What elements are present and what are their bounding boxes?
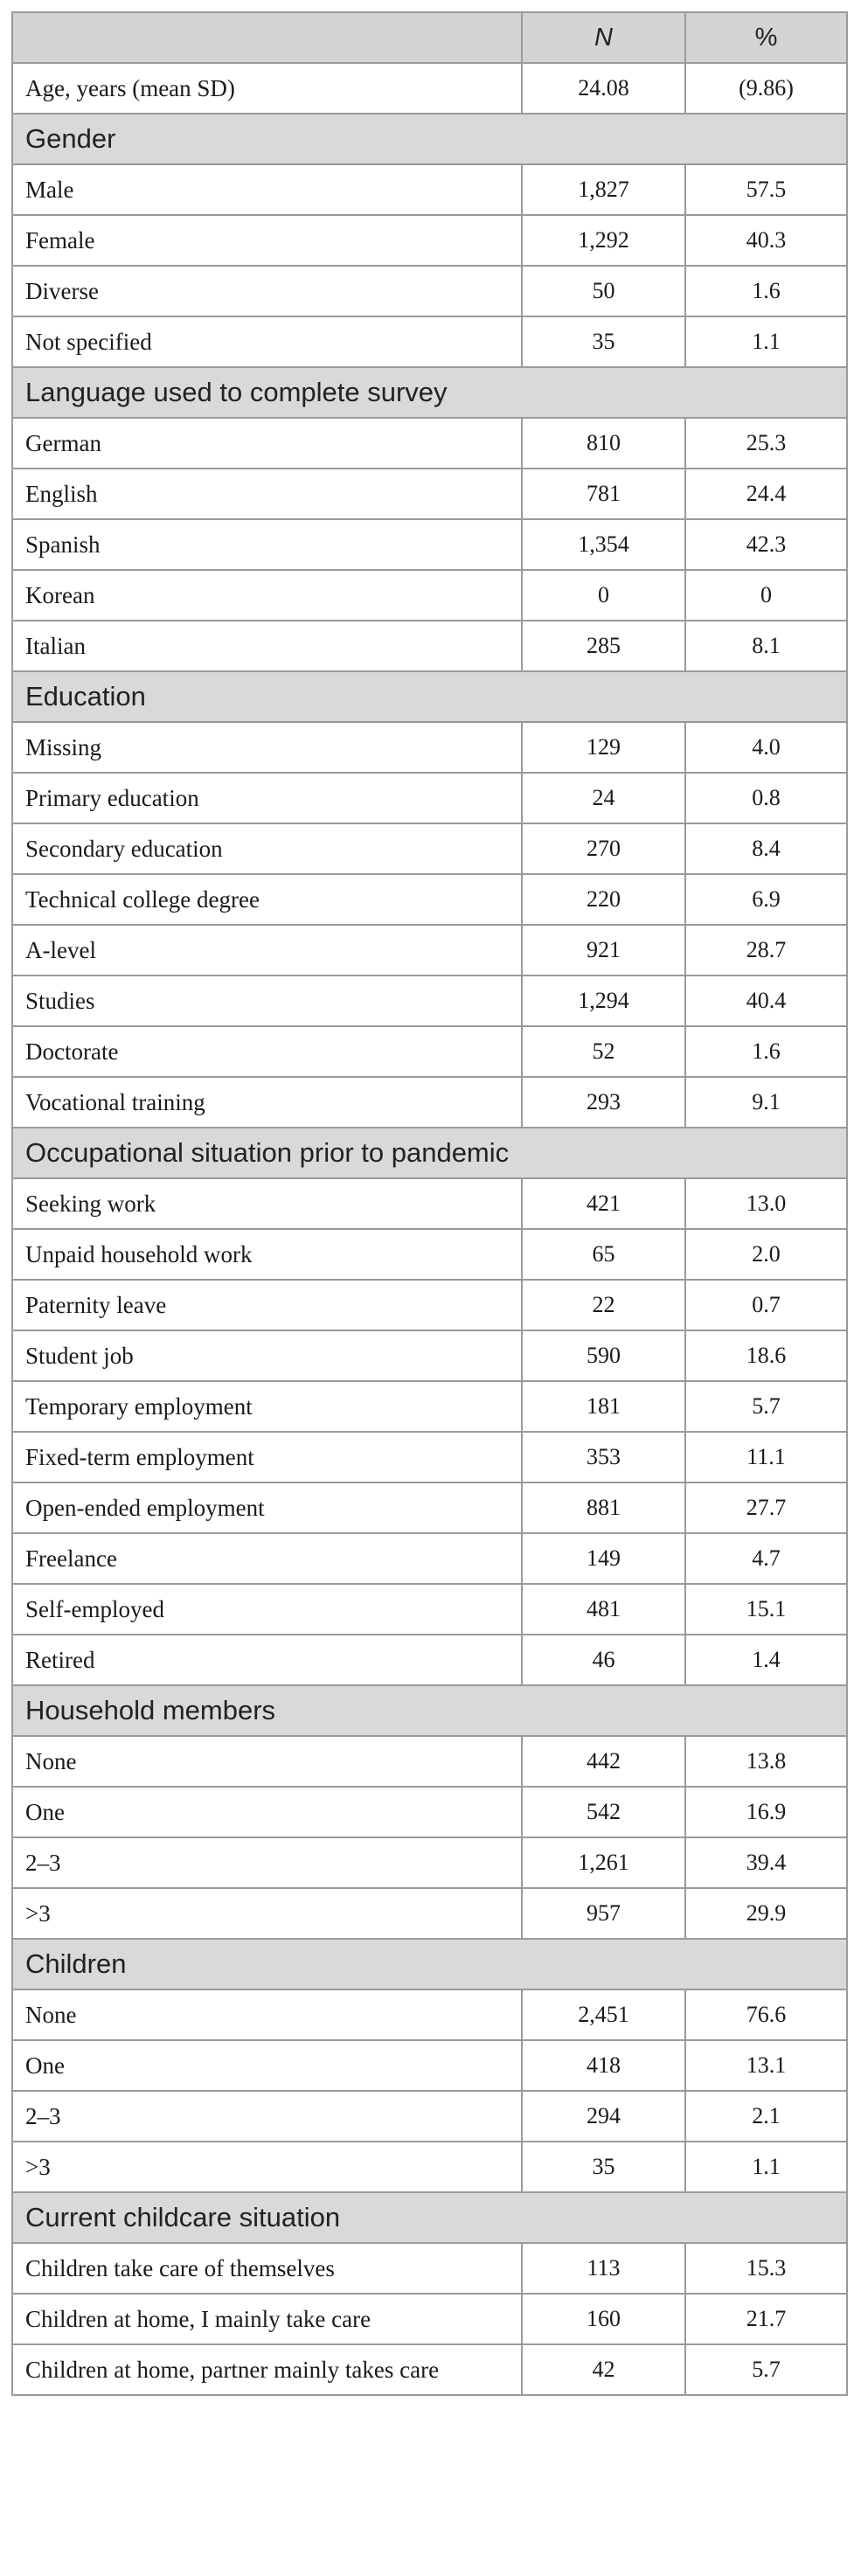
row-label: Paternity leave	[12, 1280, 522, 1330]
table-row	[12, 570, 847, 621]
row-n: 442	[522, 1736, 685, 1787]
table-row	[12, 1280, 847, 1330]
row-label: Vocational training	[12, 1077, 522, 1128]
row-percent: 6.9	[685, 874, 847, 925]
row-label: Studies	[12, 976, 522, 1026]
row-percent: 39.4	[685, 1837, 847, 1888]
row-percent: 13.1	[685, 2040, 847, 2091]
row-n: 181	[522, 1381, 685, 1432]
row-n: 42	[522, 2344, 685, 2395]
row-n: 52	[522, 1026, 685, 1077]
table-row	[12, 1229, 847, 1280]
row-n: 160	[522, 2294, 685, 2344]
row-n: 22	[522, 1280, 685, 1330]
row-label: None	[12, 1736, 522, 1787]
row-n: 2,451	[522, 1989, 685, 2040]
table-row-age	[12, 63, 847, 114]
row-percent: 18.6	[685, 1330, 847, 1381]
row-n: 270	[522, 823, 685, 874]
row-label: Retired	[12, 1635, 522, 1685]
row-percent: 21.7	[685, 2294, 847, 2344]
section-title: Children	[12, 1939, 847, 1989]
table-row	[12, 1533, 847, 1584]
row-percent: 28.7	[685, 925, 847, 976]
table-row	[12, 773, 847, 823]
row-label: Children take care of themselves	[12, 2243, 522, 2294]
table-row	[12, 1787, 847, 1837]
table-row	[12, 519, 847, 570]
row-n: 50	[522, 266, 685, 316]
row-percent: 40.4	[685, 976, 847, 1026]
row-percent: 8.1	[685, 621, 847, 671]
section-header-row	[12, 114, 847, 164]
row-n: 810	[522, 418, 685, 469]
row-percent: 0.8	[685, 773, 847, 823]
table-row	[12, 1381, 847, 1432]
row-percent: 29.9	[685, 1888, 847, 1939]
row-percent: 57.5	[685, 164, 847, 215]
row-n: 781	[522, 469, 685, 519]
row-percent: 16.9	[685, 1787, 847, 1837]
row-percent: 40.3	[685, 215, 847, 266]
row-n: 46	[522, 1635, 685, 1685]
section-title: Gender	[12, 114, 847, 164]
row-n: 35	[522, 2142, 685, 2192]
row-label: Children at home, I mainly take care	[12, 2294, 522, 2344]
row-n: 294	[522, 2091, 685, 2142]
row-label: Female	[12, 215, 522, 266]
table-row	[12, 1888, 847, 1939]
section-header-row	[12, 671, 847, 722]
row-label: Open-ended employment	[12, 1482, 522, 1533]
row-percent: (9.86)	[685, 63, 847, 114]
table-row	[12, 1736, 847, 1787]
row-label: Male	[12, 164, 522, 215]
row-n: 24.08	[522, 63, 685, 114]
row-percent: 1.4	[685, 1635, 847, 1685]
table-row	[12, 874, 847, 925]
table-row	[12, 469, 847, 519]
row-percent: 1.1	[685, 2142, 847, 2192]
row-n: 24	[522, 773, 685, 823]
row-percent: 15.3	[685, 2243, 847, 2294]
row-n: 590	[522, 1330, 685, 1381]
row-percent: 15.1	[685, 1584, 847, 1635]
row-label: Secondary education	[12, 823, 522, 874]
table-row	[12, 976, 847, 1026]
row-label: 2–3	[12, 2091, 522, 2142]
row-n: 35	[522, 316, 685, 367]
row-percent: 13.8	[685, 1736, 847, 1787]
table-row	[12, 2344, 847, 2395]
table-row	[12, 1635, 847, 1685]
header-row	[12, 12, 847, 63]
row-n: 1,354	[522, 519, 685, 570]
table-body	[12, 12, 847, 2395]
section-title: Household members	[12, 1685, 847, 1736]
row-label: Fixed-term employment	[12, 1432, 522, 1482]
row-label: Diverse	[12, 266, 522, 316]
table-row	[12, 316, 847, 367]
row-label: Italian	[12, 621, 522, 671]
row-label: One	[12, 1787, 522, 1837]
row-label: Missing	[12, 722, 522, 773]
row-n: 421	[522, 1178, 685, 1229]
table-row	[12, 621, 847, 671]
section-header-row	[12, 1128, 847, 1178]
section-header-row	[12, 1685, 847, 1736]
row-label: 2–3	[12, 1837, 522, 1888]
table-row	[12, 722, 847, 773]
row-percent: 4.0	[685, 722, 847, 773]
table-row	[12, 1330, 847, 1381]
row-label: Temporary employment	[12, 1381, 522, 1432]
row-percent: 0	[685, 570, 847, 621]
header-percent-cell: %	[685, 12, 847, 63]
row-n: 1,292	[522, 215, 685, 266]
table-row	[12, 215, 847, 266]
row-n: 129	[522, 722, 685, 773]
row-label: German	[12, 418, 522, 469]
row-label: >3	[12, 2142, 522, 2192]
row-percent: 27.7	[685, 1482, 847, 1533]
row-percent: 42.3	[685, 519, 847, 570]
row-percent: 11.1	[685, 1432, 847, 1482]
row-label: Unpaid household work	[12, 1229, 522, 1280]
row-percent: 8.4	[685, 823, 847, 874]
table-row	[12, 823, 847, 874]
row-n: 881	[522, 1482, 685, 1533]
row-n: 481	[522, 1584, 685, 1635]
row-n: 65	[522, 1229, 685, 1280]
row-percent: 1.1	[685, 316, 847, 367]
row-label: One	[12, 2040, 522, 2091]
table-row	[12, 1077, 847, 1128]
table-row	[12, 2243, 847, 2294]
row-label: Age, years (mean SD)	[12, 63, 522, 114]
row-n: 149	[522, 1533, 685, 1584]
row-percent: 5.7	[685, 2344, 847, 2395]
table-row	[12, 1584, 847, 1635]
row-n: 353	[522, 1432, 685, 1482]
table-row	[12, 1837, 847, 1888]
row-n: 220	[522, 874, 685, 925]
row-label: >3	[12, 1888, 522, 1939]
section-title: Occupational situation prior to pandemic	[12, 1128, 847, 1178]
row-percent: 0.7	[685, 1280, 847, 1330]
table-row	[12, 266, 847, 316]
table-row	[12, 2040, 847, 2091]
row-n: 285	[522, 621, 685, 671]
row-n: 0	[522, 570, 685, 621]
table-row	[12, 418, 847, 469]
row-label: Spanish	[12, 519, 522, 570]
section-header-row	[12, 367, 847, 418]
table-row	[12, 2294, 847, 2344]
row-percent: 9.1	[685, 1077, 847, 1128]
row-percent: 13.0	[685, 1178, 847, 1229]
table-row	[12, 1432, 847, 1482]
row-label: Self-employed	[12, 1584, 522, 1635]
row-percent: 4.7	[685, 1533, 847, 1584]
row-label: Primary education	[12, 773, 522, 823]
row-label: Technical college degree	[12, 874, 522, 925]
section-title: Education	[12, 671, 847, 722]
row-label: A-level	[12, 925, 522, 976]
table-row	[12, 2142, 847, 2192]
table-row	[12, 1482, 847, 1533]
row-label: Freelance	[12, 1533, 522, 1584]
row-label: Seeking work	[12, 1178, 522, 1229]
row-percent: 25.3	[685, 418, 847, 469]
row-percent: 1.6	[685, 1026, 847, 1077]
row-label: Doctorate	[12, 1026, 522, 1077]
row-n: 957	[522, 1888, 685, 1939]
row-n: 542	[522, 1787, 685, 1837]
section-header-row	[12, 1939, 847, 1989]
row-percent: 24.4	[685, 469, 847, 519]
row-percent: 2.0	[685, 1229, 847, 1280]
row-label: Korean	[12, 570, 522, 621]
row-percent: 2.1	[685, 2091, 847, 2142]
row-label: Not specified	[12, 316, 522, 367]
row-n: 921	[522, 925, 685, 976]
table-row	[12, 2091, 847, 2142]
section-header-row	[12, 2192, 847, 2243]
section-title: Current childcare situation	[12, 2192, 847, 2243]
table-row	[12, 164, 847, 215]
row-label: None	[12, 1989, 522, 2040]
table-row	[12, 1178, 847, 1229]
demographics-table	[11, 11, 848, 2396]
row-n: 1,294	[522, 976, 685, 1026]
row-label: Children at home, partner mainly takes care	[12, 2344, 522, 2395]
table-row	[12, 1026, 847, 1077]
header-label-cell	[12, 12, 522, 63]
row-percent: 1.6	[685, 266, 847, 316]
row-percent: 5.7	[685, 1381, 847, 1432]
row-percent: 76.6	[685, 1989, 847, 2040]
row-label: Student job	[12, 1330, 522, 1381]
table-row	[12, 925, 847, 976]
table-row	[12, 1989, 847, 2040]
row-n: 293	[522, 1077, 685, 1128]
row-n: 418	[522, 2040, 685, 2091]
section-title: Language used to complete survey	[12, 367, 847, 418]
row-label: English	[12, 469, 522, 519]
row-n: 1,261	[522, 1837, 685, 1888]
header-n-cell: N	[522, 12, 685, 63]
row-n: 113	[522, 2243, 685, 2294]
row-n: 1,827	[522, 164, 685, 215]
